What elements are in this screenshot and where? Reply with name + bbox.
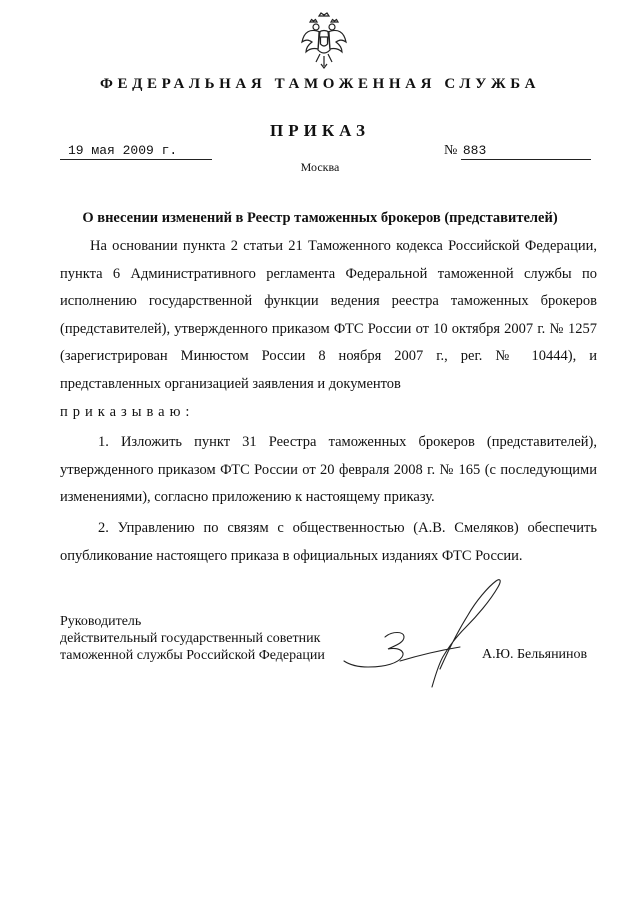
item-1-paragraph: 1. Изложить пункт 31 Реестра таможенных брокеров (представителей), утвержденного приказом ФТС России от 20 февраля 2008 г. № 165 (с последующими изменениями), согласно приложению к настоящему приказу. <box>60 434 597 506</box>
order-word: приказываю: <box>60 403 195 420</box>
handwritten-signature <box>340 575 520 705</box>
signer-name: А.Ю. Бельянинов <box>482 647 588 662</box>
document-date: 19 мая 2009 г. <box>60 143 212 160</box>
number-value: 883 <box>461 143 591 160</box>
document-body <box>60 233 597 570</box>
city: Москва <box>300 160 340 174</box>
signer-line-1: Руководитель <box>60 614 142 629</box>
intro-paragraph: На основании пункта 2 статьи 21 Таможенного кодекса Российской Федерации, пункта 6 Административного регламента Федеральной таможенной службы по исполнению государственной функции ведения реестра таможенных брокеров (представителей), утвержденного приказом ФТС России от 10 октября 2007 г. № 1257 (зарегистрирован Минюстом России 8 ноября 2007 г., рег. № 10444), и представленных организацией заявления и документов <box>60 238 597 392</box>
coat-of-arms-emblem <box>300 12 348 70</box>
document-type: ПРИКАЗ <box>270 121 370 140</box>
signer-title <box>60 613 325 664</box>
item-2-paragraph: 2. Управлению по связям с общественностью (А.В. Смеляков) обеспечить опубликование настоящего приказа в официальных изданиях ФТС России. <box>60 519 597 564</box>
document-title: О внесении изменений в Реестр таможенных брокеров (представителей) <box>82 210 558 226</box>
document-number <box>444 143 594 160</box>
agency-name: ФЕДЕРАЛЬНАЯ ТАМОЖЕННАЯ СЛУЖБА <box>99 76 541 92</box>
signer-line-2: действительный государственный советник <box>60 631 321 646</box>
signer-line-3: таможенной службы Российской Федерации <box>60 648 325 663</box>
number-sign: № <box>444 143 458 158</box>
